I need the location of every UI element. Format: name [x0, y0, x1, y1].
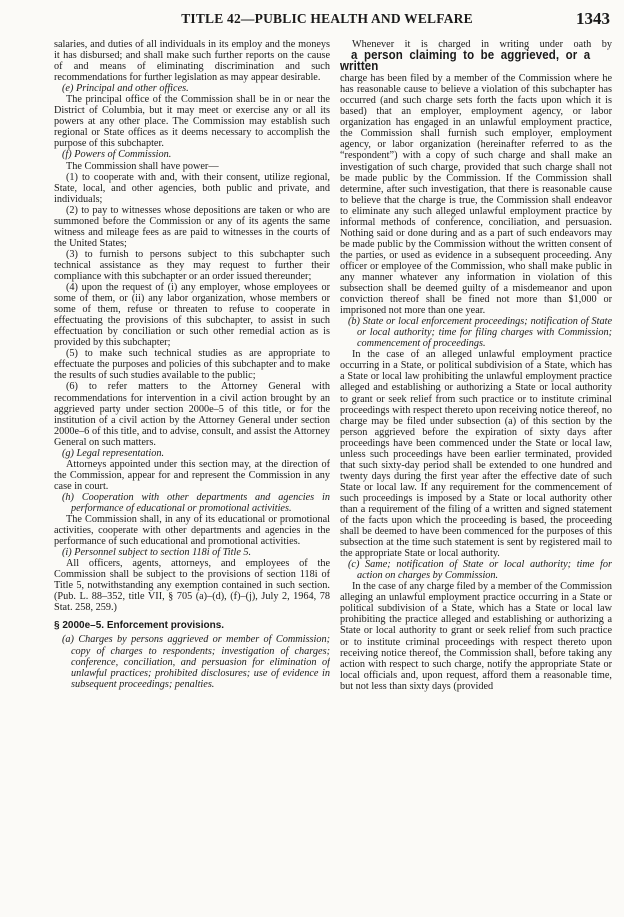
power-item-5: (5) to make such technical studies as are appropriate to effectuate the purposes and policies of this subchapter and to make the results of such studies available to the public; [54, 348, 330, 382]
section-heading: § 2000e–5. Enforcement provisions. [54, 620, 225, 632]
subsection-e-heading: (e) Principal and other offices. [62, 83, 189, 95]
subsection-b-text: In the case of an alleged unlawful employment practice occurring in a State, or political subdivision of a State, which has a State or local law prohibiting the unlawful employment practice alleged and establishing or authorizing a State or local authority to grant or seek relief from such practice or to institute criminal proceedings with respect thereto upon receiving notice thereof, no charge may be filed under subsection (a) of this section by the person aggrieved before the expiration of sixty days after proceedings have been commenced under the State or local law, unless such proceedings have been earlier terminated, provided that such sixty-day period shall be extended to one hundred and twenty days during the first year after the effective date of such State or local law. If any requirement for the commencement of such proceedings is imposed by a State or local authority other than a requirement of the filing of a written and signed statement of the facts upon which the proceeding is based, the proceeding shall be deemed to have been commenced for the purposes of this subsection at the time such statement is sent by registered mail to the appropriate State or local authority. [340, 349, 612, 560]
subsection-h-text: The Commission shall, in any of its educational or promotional activities, cooperate with other departments and agencies in the performance of such educational and promotional activities. [54, 514, 330, 548]
page-number: 1343 [576, 9, 610, 28]
subsection-a-text-rest: charge has been filed by a member of the Commission where he has reasonable cause to believe a violation of this subchapter has occurred (and such charge sets forth the facts upon which it is based) that an employer, employment agency, or labor organization has engaged in an unlawful employment practice, the Commission shall furnish such employer, employment agency, or labor organization (hereinafter referred to as the “respondent”) with a copy of such charge and shall make an investigation of such charge, provided that such charge shall not be made public by the Commission. If the Commission shall determine, after such investigation, that there is reasonable cause to believe that the charge is true, the Commission shall endeavor to eliminate any such alleged unlawful employment practice by informal methods of conference, conciliation, and persuasion. Nothing said or done during and as a part of such endeavors may be made public by the Commission without the written consent of the parties, or used as evidence in a subsequent proceeding. Any officer or employee of the Commission, who shall make public in any manner whatever any information in violation of this subsection shall be deemed guilty of a misdemeanor and upon conviction thereof shall be fined not more than $1,000 or imprisoned not more than one year. [340, 73, 612, 317]
subsection-b-heading: (b) State or local enforcement proceedings; notification of State or local authority; time for filing charges with Commission; commencement of proceedings. [348, 316, 612, 350]
page-header [44, 10, 610, 30]
subsection-f-intro: The Commission shall have power— [66, 160, 219, 172]
power-item-6: (6) to refer matters to the Attorney General with recommendations for intervention in a civil action brought by an aggrieved party under section 2000e–5 of this title, or for the institution of a civil action by the Attorney General under section 2000e–6 of this title, and to advise, consult, and assist the Attorney General on such matters. [54, 381, 330, 448]
power-item-4: (4) upon the request of (i) any employer, whose employees or some of them, or (ii) any labor organization, whose members or some of them, refuse or threaten to refuse to cooperate in effectuating the provisions of this subchapter, to assist in such effectuation by conciliation or such other remedial action as is provided by this subchapter; [54, 282, 330, 349]
subsection-g-heading: (g) Legal representation. [62, 447, 165, 459]
subsection-h-heading: (h) Cooperation with other departments and agencies in performance of educational or promotional activities. [62, 491, 330, 514]
subsection-c-heading: (c) Same; notification of State or local authority; time for action on charges by Commission. [348, 559, 612, 582]
subsection-e-text: The principal office of the Commission shall be in or near the District of Columbia, but it may meet or exercise any or all its powers at any other place. The Commission may establish such regional or State offices as it deems necessary to accomplish the purpose of this subchapter. [54, 94, 330, 150]
power-item-1: (1) to cooperate with and, with their consent, utilize regional, State, local, and other agencies, both public and private, and individuals; [54, 171, 330, 205]
subsection-a-text-start: Whenever it is charged in writing under oath by [352, 39, 612, 50]
subsection-a-text-emphasis: a person claiming to be aggrieved, or a written [340, 48, 591, 74]
subsection-c-text: In the case of any charge filed by a member of the Commission alleging an unlawful employment practice occurring in a State or political subdivision of a State, which has a State or local law prohibiting the practice alleged and establishing or authorizing a State or local authority to grant or seek relief from such practice or to institute criminal proceedings with respect thereto upon receiving notice thereof, the Commission shall, before taking any action with respect to such charge, notify the appropriate State or local officials and, upon request, afford them a reasonable time, but not less than sixty days (provided [340, 581, 612, 692]
subsection-a-text [340, 39, 612, 316]
subsection-g-text: Attorneys appointed under this section may, at the direction of the Commission, appear for and represent the Commission in any case in court. [54, 458, 330, 492]
subsection-i-text: All officers, agents, attorneys, and employees of the Commission shall be subject to the provisions of section 118i of Title 5, notwithstanding any exemption contained in such section. (Pub. L. 88–352, title VII, § 705 (a)–(d), (f)–(j), July 2, 1964, 78 Stat. 258, 259.) [54, 558, 330, 614]
right-column [340, 39, 612, 911]
paragraph-reports: salaries, and duties of all individuals in its employ and the moneys it has disbursed; and shall make such further reports on the cause of and means of eliminating discrimination and such recommendations for further legislation as may appear desirable. [54, 39, 330, 84]
subsection-f-heading: (f) Powers of Commission. [62, 149, 172, 161]
subsection-i-heading: (i) Personnel subject to section 118i of Title 5. [62, 547, 252, 559]
power-item-3: (3) to furnish to persons subject to this subchapter such technical assistance as they may request to further their compliance with this subchapter or an order issued thereunder; [54, 248, 330, 282]
running-title: TITLE 42—PUBLIC HEALTH AND WELFARE [181, 11, 473, 26]
subsection-a-heading: (a) Charges by persons aggrieved or member of Commission; copy of charges to respondents; investigation of charges; conference, conciliation, and persuasion for elimination of unlawful practices; prohibited disclosures; use of evidence in subsequent proceedings; penalties. [62, 634, 330, 690]
power-item-2: (2) to pay to witnesses whose depositions are taken or who are summoned before the Commission or any of its agents the same witness and mileage fees as are paid to witnesses in the courts of the United States; [54, 204, 330, 249]
left-column [54, 39, 330, 911]
